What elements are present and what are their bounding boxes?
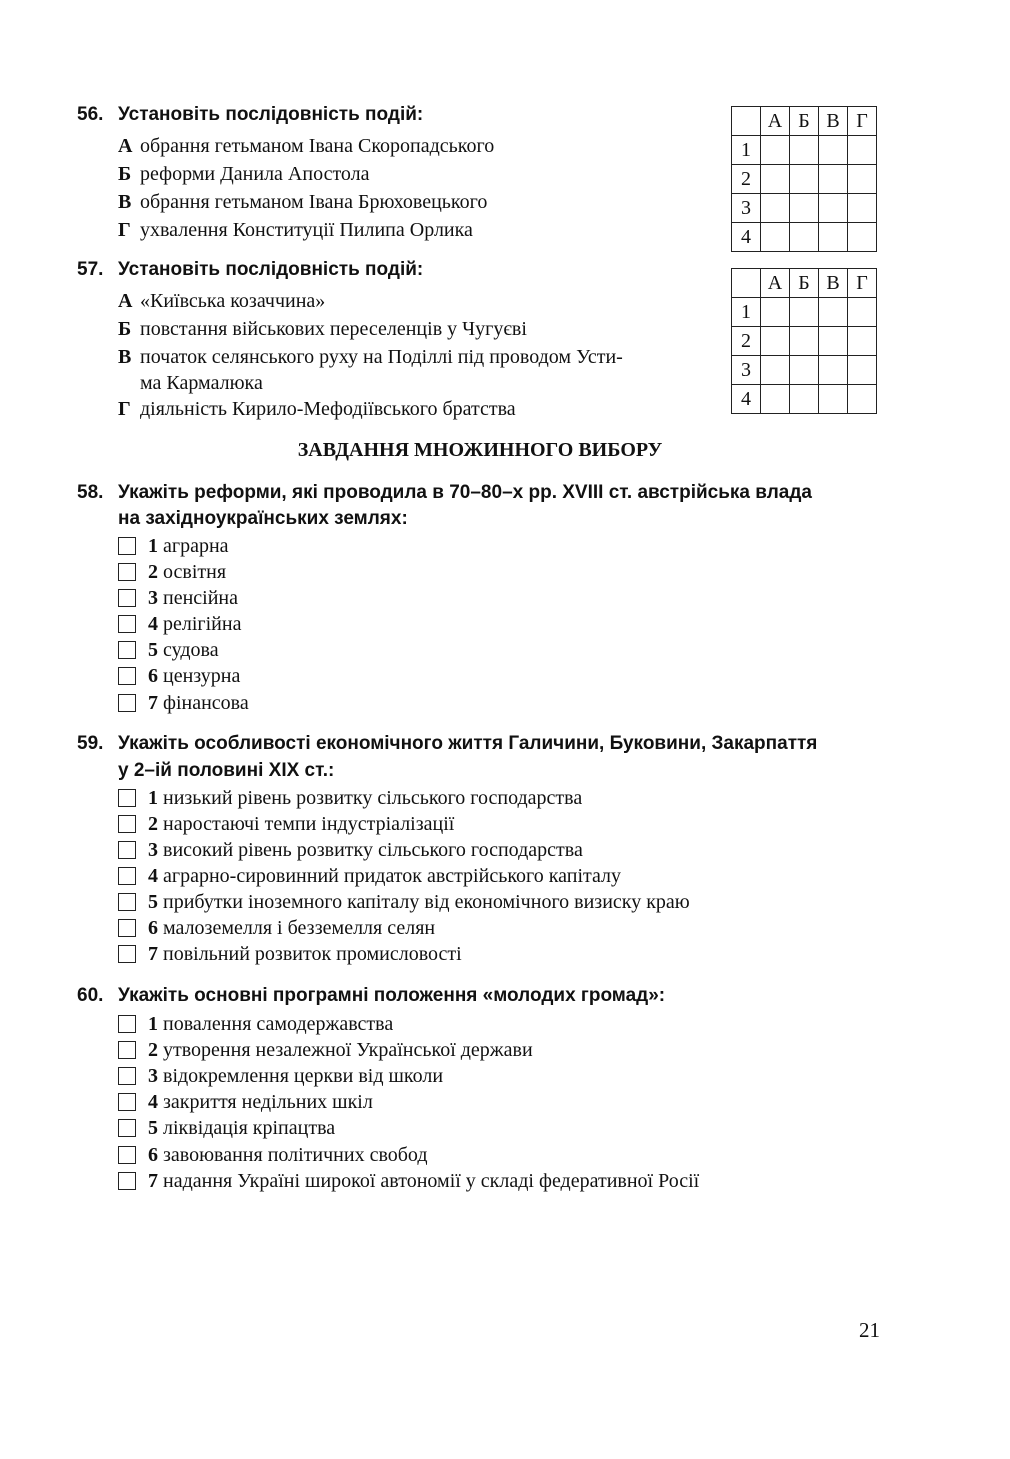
answer-cell[interactable] <box>790 327 819 356</box>
section-title: ЗАВДАННЯ МНОЖИННОГО ВИБОРУ <box>297 439 663 461</box>
option-a: А обрання гетьманом Івана Скоропадського <box>118 135 495 157</box>
answer-cell[interactable] <box>848 194 877 223</box>
option-c-continuation: ма Кармалюка <box>140 372 263 394</box>
checkbox[interactable] <box>118 694 136 712</box>
checkbox[interactable] <box>118 537 136 555</box>
choice-6[interactable]: 6 цензурна <box>118 663 240 689</box>
col-header: А <box>761 269 790 298</box>
row-header: 4 <box>732 385 761 414</box>
checkbox[interactable] <box>118 589 136 607</box>
row-header: 2 <box>732 165 761 194</box>
choice-1[interactable]: 1 низький рівень розвитку сільського господарства <box>118 785 582 811</box>
question-number: 56. <box>77 104 104 125</box>
question-title: Установіть послідовність подій: <box>118 104 424 125</box>
answer-cell[interactable] <box>819 136 848 165</box>
checkbox[interactable] <box>118 641 136 659</box>
answer-cell[interactable] <box>790 165 819 194</box>
choice-4[interactable]: 4 закриття недільних шкіл <box>118 1089 373 1115</box>
choice-5[interactable]: 5 ліквідація кріпацтва <box>118 1115 335 1141</box>
answer-cell[interactable] <box>761 165 790 194</box>
checkbox[interactable] <box>118 789 136 807</box>
col-header: Г <box>848 269 877 298</box>
page-number: 21 <box>859 1318 880 1342</box>
choice-7[interactable]: 7 повільний розвиток промисловості <box>118 941 462 967</box>
choice-2[interactable]: 2 наростаючі темпи індустріалізації <box>118 811 454 837</box>
choice-7[interactable]: 7 фінансова <box>118 690 249 716</box>
question-number: 57. <box>77 259 104 280</box>
row-header: 1 <box>732 298 761 327</box>
answer-grid-57 <box>731 268 877 414</box>
question-60-heading <box>77 983 665 1009</box>
option-c: В обрання гетьманом Івана Брюховецького <box>118 191 488 213</box>
question-title: Укажіть основні програмні положення «молодих громад»: <box>118 985 666 1006</box>
choice-3[interactable]: 3 відокремлення церкви від школи <box>118 1063 443 1089</box>
answer-cell[interactable] <box>819 356 848 385</box>
answer-cell[interactable] <box>761 356 790 385</box>
answer-cell[interactable] <box>761 194 790 223</box>
question-59-heading <box>77 731 817 757</box>
checkbox[interactable] <box>118 1146 136 1164</box>
choice-6[interactable]: 6 завоювання політичних свобод <box>118 1142 428 1168</box>
question-56-heading <box>77 102 423 128</box>
checkbox[interactable] <box>118 841 136 859</box>
checkbox[interactable] <box>118 919 136 937</box>
checkbox[interactable] <box>118 1041 136 1059</box>
choice-7[interactable]: 7 надання Україні широкої автономії у складі федеративної Росії <box>118 1168 699 1194</box>
answer-cell[interactable] <box>819 165 848 194</box>
answer-cell[interactable] <box>848 223 877 252</box>
question-title: Укажіть особливості економічного життя Галичини, Буковини, Закарпаття <box>118 733 818 754</box>
question-title-line2: на західноукраїнських землях: <box>118 508 408 529</box>
option-d: Г діяльність Кирило-Мефодіївського братства <box>118 398 516 420</box>
checkbox[interactable] <box>118 893 136 911</box>
answer-cell[interactable] <box>848 136 877 165</box>
checkbox[interactable] <box>118 1119 136 1137</box>
answer-grid-56 <box>731 106 877 252</box>
question-number: 60. <box>77 985 104 1006</box>
choice-1[interactable]: 1 повалення самодержавства <box>118 1011 393 1037</box>
checkbox[interactable] <box>118 667 136 685</box>
checkbox[interactable] <box>118 1172 136 1190</box>
checkbox[interactable] <box>118 815 136 833</box>
col-header: Б <box>790 107 819 136</box>
answer-cell[interactable] <box>761 298 790 327</box>
col-header: В <box>819 269 848 298</box>
question-57-heading <box>77 257 423 283</box>
option-c: В початок селянського руху на Поділлі під проводом Усти- <box>118 346 623 368</box>
col-header: Б <box>790 269 819 298</box>
question-title: Укажіть реформи, які проводила в 70–80–х рр. XVIII ст. австрійська влада <box>118 482 812 503</box>
answer-cell[interactable] <box>819 223 848 252</box>
question-number: 59. <box>77 733 104 754</box>
choice-2[interactable]: 2 утворення незалежної Української держави <box>118 1037 533 1063</box>
answer-cell[interactable] <box>790 136 819 165</box>
choice-4[interactable]: 4 аграрно-сировинний придаток австрійського капіталу <box>118 863 621 889</box>
checkbox[interactable] <box>118 1067 136 1085</box>
answer-cell[interactable] <box>761 136 790 165</box>
choice-5[interactable]: 5 судова <box>118 637 219 663</box>
answer-cell[interactable] <box>848 327 877 356</box>
option-d: Г ухвалення Конституції Пилипа Орлика <box>118 219 473 241</box>
answer-cell[interactable] <box>790 385 819 414</box>
checkbox[interactable] <box>118 945 136 963</box>
checkbox[interactable] <box>118 867 136 885</box>
choice-6[interactable]: 6 малоземелля і безземелля селян <box>118 915 435 941</box>
row-header: 1 <box>732 136 761 165</box>
choice-3[interactable]: 3 пенсійна <box>118 585 238 611</box>
answer-cell[interactable] <box>761 385 790 414</box>
option-b: Б реформи Данила Апостола <box>118 163 370 185</box>
checkbox[interactable] <box>118 1015 136 1033</box>
answer-cell[interactable] <box>848 356 877 385</box>
col-header: Г <box>848 107 877 136</box>
row-header: 3 <box>732 356 761 385</box>
answer-cell[interactable] <box>848 165 877 194</box>
answer-cell[interactable] <box>848 298 877 327</box>
answer-cell[interactable] <box>790 356 819 385</box>
answer-cell[interactable] <box>819 194 848 223</box>
answer-cell[interactable] <box>790 298 819 327</box>
choice-1[interactable]: 1 аграрна <box>118 533 229 559</box>
question-58-heading <box>77 480 812 506</box>
choice-3[interactable]: 3 високий рівень розвитку сільського господарства <box>118 837 583 863</box>
question-title: Установіть послідовність подій: <box>118 259 424 280</box>
option-b: Б повстання військових переселенців у Чугуєві <box>118 318 527 340</box>
answer-cell[interactable] <box>848 385 877 414</box>
answer-cell[interactable] <box>819 298 848 327</box>
choice-4[interactable]: 4 релігійна <box>118 611 241 637</box>
answer-cell[interactable] <box>819 327 848 356</box>
answer-cell[interactable] <box>790 194 819 223</box>
col-header: В <box>819 107 848 136</box>
row-header: 2 <box>732 327 761 356</box>
answer-cell[interactable] <box>819 385 848 414</box>
answer-cell[interactable] <box>761 327 790 356</box>
row-header: 3 <box>732 194 761 223</box>
choice-5[interactable]: 5 прибутки іноземного капіталу від економічного визиску краю <box>118 889 690 915</box>
question-title-line2: у 2–ій половині XIX ст.: <box>118 760 335 781</box>
col-header: А <box>761 107 790 136</box>
checkbox[interactable] <box>118 563 136 581</box>
row-header: 4 <box>732 223 761 252</box>
option-a: А «Київська козаччина» <box>118 290 326 312</box>
checkbox[interactable] <box>118 1093 136 1111</box>
choice-2[interactable]: 2 освітня <box>118 559 226 585</box>
checkbox[interactable] <box>118 615 136 633</box>
question-number: 58. <box>77 482 104 503</box>
answer-cell[interactable] <box>761 223 790 252</box>
answer-cell[interactable] <box>790 223 819 252</box>
